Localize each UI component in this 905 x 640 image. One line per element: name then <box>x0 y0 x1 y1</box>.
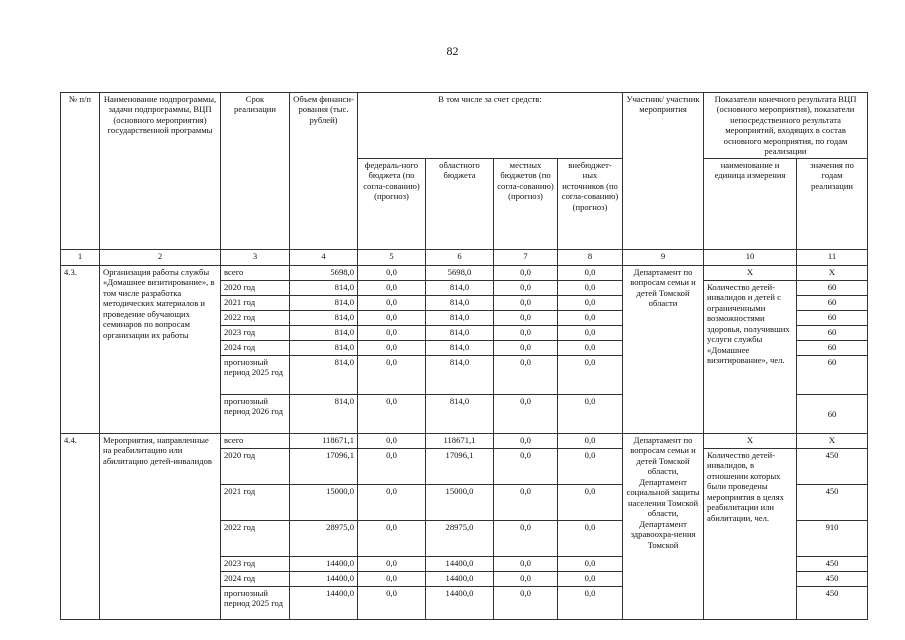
total-cell: 814,0 <box>290 295 358 310</box>
value-cell: 60 <box>797 394 868 433</box>
column-number: 10 <box>704 249 797 265</box>
period-cell: 2021 год <box>221 484 290 520</box>
header-indicator-values: значения по годам реализации <box>797 158 868 249</box>
federal-cell: 0,0 <box>358 295 426 310</box>
extra-cell: 0,0 <box>558 280 623 295</box>
regional-cell: 814,0 <box>426 355 494 394</box>
period-cell: 2024 год <box>221 571 290 586</box>
federal-cell: 0,0 <box>358 484 426 520</box>
regional-cell: 17096,1 <box>426 448 494 484</box>
total-cell: 814,0 <box>290 355 358 394</box>
total-cell: 5698,0 <box>290 265 358 280</box>
participant-cell: Департамент по вопросам семьи и детей Томской области, Департамент социальной защиты населения Томской области, Департамент здравоохра-нения Томской <box>623 433 704 619</box>
local-cell: 0,0 <box>494 448 558 484</box>
indicator-name: Количество детей-инвалидов и детей с ограниченными возможностями здоровья, получивших услуги службы «Домашнее визитирование», чел. <box>704 280 797 433</box>
column-number: 3 <box>221 249 290 265</box>
extra-cell: 0,0 <box>558 310 623 325</box>
local-cell: 0,0 <box>494 394 558 433</box>
extra-cell: 0,0 <box>558 448 623 484</box>
local-cell: 0,0 <box>494 556 558 571</box>
federal-cell: 0,0 <box>358 448 426 484</box>
value-cell: 450 <box>797 484 868 520</box>
total-cell: 17096,1 <box>290 448 358 484</box>
total-cell: 814,0 <box>290 280 358 295</box>
value-cell: 450 <box>797 571 868 586</box>
table-row <box>61 433 868 448</box>
period-cell: прогнозный период 2025 год <box>221 586 290 619</box>
federal-cell: 0,0 <box>358 280 426 295</box>
total-cell: 28975,0 <box>290 520 358 556</box>
value-cell: Х <box>797 433 868 448</box>
regional-cell: 814,0 <box>426 325 494 340</box>
period-cell: всего <box>221 265 290 280</box>
header-sources-group: В том числе за счет средств: <box>358 93 623 159</box>
regional-cell: 118671,1 <box>426 433 494 448</box>
period-cell: 2020 год <box>221 448 290 484</box>
header-local: местных бюджетов (по согла-сованию) (прогноз) <box>494 158 558 249</box>
total-cell: 14400,0 <box>290 571 358 586</box>
local-cell: 0,0 <box>494 433 558 448</box>
regional-cell: 814,0 <box>426 394 494 433</box>
column-number: 4 <box>290 249 358 265</box>
column-number-row <box>61 249 868 265</box>
value-cell: 60 <box>797 280 868 295</box>
column-number: 5 <box>358 249 426 265</box>
header-participant: Участник/ участник мероприятия <box>623 93 704 250</box>
regional-cell: 814,0 <box>426 295 494 310</box>
extra-cell: 0,0 <box>558 520 623 556</box>
extra-cell: 0,0 <box>558 355 623 394</box>
value-cell: Х <box>797 265 868 280</box>
extra-cell: 0,0 <box>558 433 623 448</box>
header-indicators-group: Показатели конечного результата ВЦП (основного мероприятия), показатели непосредственного результата мероприятий, входящих в состав основного мероприятия, по годам реализации <box>704 93 868 159</box>
local-cell: 0,0 <box>494 325 558 340</box>
federal-cell: 0,0 <box>358 556 426 571</box>
period-cell: 2023 год <box>221 556 290 571</box>
value-cell: 450 <box>797 556 868 571</box>
column-number: 8 <box>558 249 623 265</box>
indicator-name: Количество детей-инвалидов, в отношении которых были проведены мероприятия в целях реабилитации или абилитации, чел. <box>704 448 797 619</box>
item-name: Мероприятия, направленные на реабилитацию или абилитацию детей-инвалидов <box>100 433 221 619</box>
period-cell: 2021 год <box>221 295 290 310</box>
local-cell: 0,0 <box>494 310 558 325</box>
local-cell: 0,0 <box>494 520 558 556</box>
regional-cell: 814,0 <box>426 340 494 355</box>
federal-cell: 0,0 <box>358 433 426 448</box>
item-name: Организация работы службы «Домашнее визитирование», в том числе разработка методических материалов и проведение обучающих семинаров по вопросам организации их работы <box>100 265 221 433</box>
total-cell: 814,0 <box>290 325 358 340</box>
header-indicator-name: наименование и единица измерения <box>704 158 797 249</box>
federal-cell: 0,0 <box>358 265 426 280</box>
item-number: 4.4. <box>61 433 100 619</box>
regional-cell: 814,0 <box>426 310 494 325</box>
value-cell: 60 <box>797 295 868 310</box>
regional-cell: 14400,0 <box>426 571 494 586</box>
page-number: 82 <box>446 44 459 58</box>
federal-cell: 0,0 <box>358 310 426 325</box>
header-num: № п/п <box>61 93 100 250</box>
value-cell: 60 <box>797 310 868 325</box>
extra-cell: 0,0 <box>558 556 623 571</box>
local-cell: 0,0 <box>494 295 558 310</box>
extra-cell: 0,0 <box>558 295 623 310</box>
federal-cell: 0,0 <box>358 355 426 394</box>
value-cell: 450 <box>797 448 868 484</box>
column-number: 9 <box>623 249 704 265</box>
header-extra: внебюджет-ных источников (по согла-сованию) (прогноз) <box>558 158 623 249</box>
indicator-x: Х <box>704 433 797 448</box>
federal-cell: 0,0 <box>358 520 426 556</box>
extra-cell: 0,0 <box>558 484 623 520</box>
federal-cell: 0,0 <box>358 571 426 586</box>
regional-cell: 28975,0 <box>426 520 494 556</box>
header-total: Объем финанси-рования (тыс. рублей) <box>290 93 358 250</box>
total-cell: 814,0 <box>290 394 358 433</box>
local-cell: 0,0 <box>494 484 558 520</box>
regional-cell: 814,0 <box>426 280 494 295</box>
regional-cell: 14400,0 <box>426 556 494 571</box>
column-number: 2 <box>100 249 221 265</box>
total-cell: 814,0 <box>290 340 358 355</box>
column-number: 1 <box>61 249 100 265</box>
table-row <box>61 265 868 280</box>
value-cell: 60 <box>797 325 868 340</box>
indicator-x: Х <box>704 265 797 280</box>
header-period: Срок реализации <box>221 93 290 250</box>
header-regional: областного бюджета <box>426 158 494 249</box>
header-row-1 <box>61 93 868 159</box>
participant-cell: Департамент по вопросам семьи и детей Томской области <box>623 265 704 433</box>
column-number: 7 <box>494 249 558 265</box>
period-cell: 2024 год <box>221 340 290 355</box>
extra-cell: 0,0 <box>558 586 623 619</box>
item-number: 4.3. <box>61 265 100 433</box>
local-cell: 0,0 <box>494 280 558 295</box>
local-cell: 0,0 <box>494 340 558 355</box>
local-cell: 0,0 <box>494 571 558 586</box>
extra-cell: 0,0 <box>558 340 623 355</box>
local-cell: 0,0 <box>494 586 558 619</box>
total-cell: 118671,1 <box>290 433 358 448</box>
total-cell: 15000,0 <box>290 484 358 520</box>
local-cell: 0,0 <box>494 355 558 394</box>
value-cell: 450 <box>797 586 868 619</box>
header-federal: федераль-ного бюджета (по согла-сованию) (прогноз) <box>358 158 426 249</box>
federal-cell: 0,0 <box>358 325 426 340</box>
extra-cell: 0,0 <box>558 265 623 280</box>
period-cell: 2022 год <box>221 520 290 556</box>
total-cell: 814,0 <box>290 310 358 325</box>
regional-cell: 5698,0 <box>426 265 494 280</box>
column-number: 6 <box>426 249 494 265</box>
period-cell: 2020 год <box>221 280 290 295</box>
regional-cell: 15000,0 <box>426 484 494 520</box>
period-cell: 2022 год <box>221 310 290 325</box>
value-cell: 60 <box>797 355 868 394</box>
column-number: 11 <box>797 249 868 265</box>
federal-cell: 0,0 <box>358 340 426 355</box>
period-cell: прогнозный период 2026 год <box>221 394 290 433</box>
total-cell: 14400,0 <box>290 556 358 571</box>
header-name: Наименование подпрограммы, задачи подпрограммы, ВЦП (основного мероприятия) государственной программы <box>100 93 221 250</box>
program-table <box>60 92 868 620</box>
regional-cell: 14400,0 <box>426 586 494 619</box>
local-cell: 0,0 <box>494 265 558 280</box>
extra-cell: 0,0 <box>558 394 623 433</box>
extra-cell: 0,0 <box>558 571 623 586</box>
extra-cell: 0,0 <box>558 325 623 340</box>
period-cell: 2023 год <box>221 325 290 340</box>
total-cell: 14400,0 <box>290 586 358 619</box>
federal-cell: 0,0 <box>358 586 426 619</box>
value-cell: 60 <box>797 340 868 355</box>
period-cell: всего <box>221 433 290 448</box>
period-cell: прогнозный период 2025 год <box>221 355 290 394</box>
value-cell: 910 <box>797 520 868 556</box>
federal-cell: 0,0 <box>358 394 426 433</box>
